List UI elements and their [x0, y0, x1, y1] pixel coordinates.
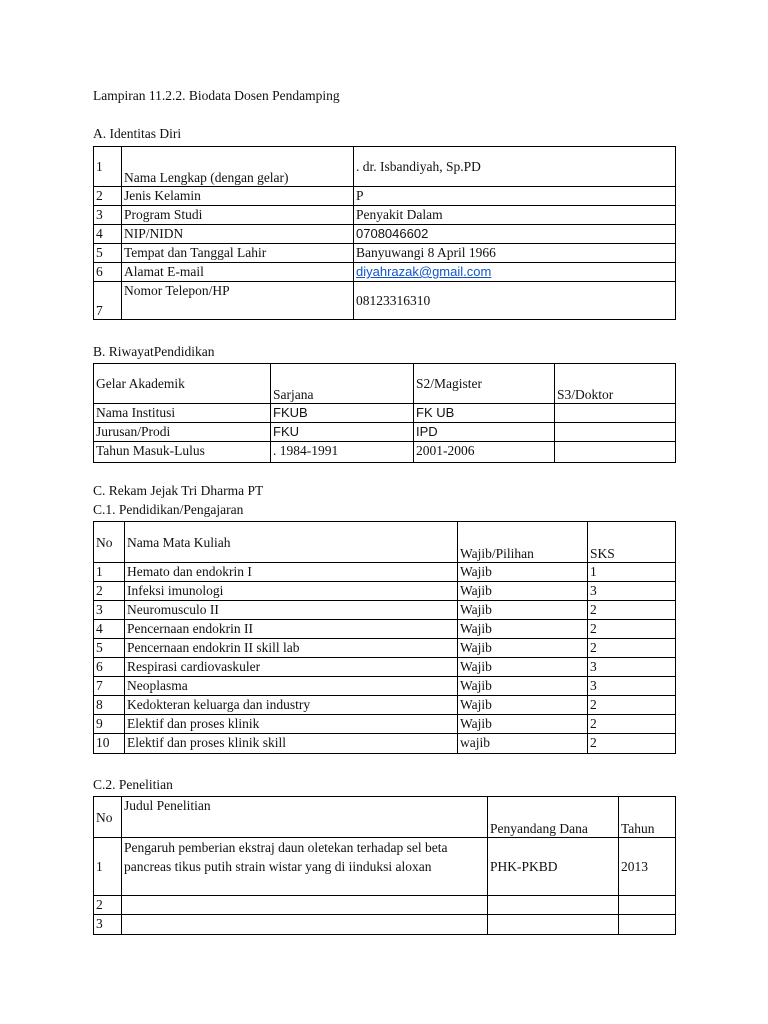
table-cell: FKU [271, 423, 414, 442]
table-cell: Wajib [458, 582, 588, 601]
table-cell: Elektif dan proses klinik skill [125, 734, 458, 754]
table-cell: 2 [588, 639, 676, 658]
table-cell: 3 [588, 677, 676, 696]
table-cell: Hemato dan endokrin I [125, 563, 458, 582]
table-cell: 5 [94, 639, 125, 658]
table-cell: 2 [588, 601, 676, 620]
table-row [94, 734, 676, 754]
table-cell: Pencernaan endokrin II skill lab [125, 639, 458, 658]
column-header: Tahun [619, 797, 676, 838]
table-cell: 1 [94, 563, 125, 582]
table-cell: Respirasi cardiovaskuler [125, 658, 458, 677]
table-row [94, 639, 676, 658]
table-cell [555, 404, 676, 423]
column-header: S2/Magister [414, 364, 555, 404]
table-cell [488, 896, 619, 915]
table-row [94, 244, 676, 263]
table-cell: 9 [94, 715, 125, 734]
table-cell: Wajib [458, 658, 588, 677]
table-row [94, 187, 676, 206]
table-cell: 2 [588, 715, 676, 734]
field-value: . dr. Isbandiyah, Sp.PD [354, 147, 676, 187]
table-cell: 1 [588, 563, 676, 582]
table-cell: 2 [94, 582, 125, 601]
column-header: SKS [588, 522, 676, 563]
table-cell: Wajib [458, 715, 588, 734]
row-number: 2 [94, 187, 122, 206]
table-row [94, 147, 676, 187]
column-header: Penyandang Dana [488, 797, 619, 838]
table-row [94, 896, 676, 915]
table-row [94, 282, 676, 320]
table-cell: Pencernaan endokrin II [125, 620, 458, 639]
field-value: 0708046602 [354, 225, 676, 244]
column-header: Judul Penelitian [122, 797, 488, 838]
table-cell: 2 [588, 734, 676, 754]
table-cell: 3 [94, 915, 122, 935]
identitas-table [93, 146, 676, 320]
field-value: Penyakit Dalam [354, 206, 676, 225]
table-cell: 2 [588, 620, 676, 639]
table-cell [619, 915, 676, 935]
table-cell [555, 442, 676, 463]
column-header: Sarjana [271, 364, 414, 404]
table-cell: Tahun Masuk-Lulus [94, 442, 271, 463]
table-cell: 3 [588, 658, 676, 677]
table-header-row [94, 364, 676, 404]
table-row [94, 658, 676, 677]
field-label: Jenis Kelamin [122, 187, 354, 206]
column-header: Wajib/Pilihan [458, 522, 588, 563]
email-cell [354, 263, 676, 282]
table-cell [122, 915, 488, 935]
table-row [94, 715, 676, 734]
email-link[interactable]: diyahrazak@gmail.com [356, 264, 492, 279]
penelitian-table [93, 796, 676, 935]
table-row [94, 838, 676, 896]
document-title: Lampiran 11.2.2. Biodata Dosen Pendamping [93, 88, 340, 103]
table-row [94, 620, 676, 639]
column-header: No [94, 797, 122, 838]
research-title: Pengaruh pemberian ekstraj daun oletekan terhadap sel beta pancreas tikus putih strain wistar yang di iinduksi aloxan [122, 838, 488, 896]
pengajaran-table [93, 521, 676, 754]
table-cell: 10 [94, 734, 125, 754]
table-cell: Neuromusculo II [125, 601, 458, 620]
table-row [94, 442, 676, 463]
table-cell [122, 896, 488, 915]
row-number: 4 [94, 225, 122, 244]
table-row [94, 696, 676, 715]
table-cell: 2 [588, 696, 676, 715]
table-cell: Neoplasma [125, 677, 458, 696]
table-cell: Wajib [458, 639, 588, 658]
table-cell: wajib [458, 734, 588, 754]
row-number: 6 [94, 263, 122, 282]
table-row [94, 563, 676, 582]
table-row [94, 915, 676, 935]
table-cell: Elektif dan proses klinik [125, 715, 458, 734]
table-cell: 8 [94, 696, 125, 715]
field-value: P [354, 187, 676, 206]
table-cell: 7 [94, 677, 125, 696]
field-value: Banyuwangi 8 April 1966 [354, 244, 676, 263]
table-header-row [94, 522, 676, 563]
table-cell: . 1984-1991 [271, 442, 414, 463]
table-row [94, 404, 676, 423]
section-c1-heading: C.1. Pendidikan/Pengajaran [93, 502, 244, 517]
table-cell: Wajib [458, 601, 588, 620]
table-row [94, 225, 676, 244]
pendidikan-table [93, 363, 676, 463]
table-cell: 2001-2006 [414, 442, 555, 463]
table-cell: Nama Institusi [94, 404, 271, 423]
table-cell: PHK-PKBD [488, 838, 619, 896]
table-row [94, 582, 676, 601]
table-cell: 4 [94, 620, 125, 639]
field-label: Program Studi [122, 206, 354, 225]
section-a-heading: A. Identitas Diri [93, 126, 182, 141]
table-cell: Wajib [458, 677, 588, 696]
column-header: Gelar Akademik [94, 364, 271, 404]
table-row [94, 423, 676, 442]
table-row [94, 206, 676, 225]
row-number: 3 [94, 206, 122, 225]
table-cell [488, 915, 619, 935]
table-row [94, 601, 676, 620]
table-cell: Wajib [458, 563, 588, 582]
table-cell: 2 [94, 896, 122, 915]
column-header: S3/Doktor [555, 364, 676, 404]
table-cell: Wajib [458, 696, 588, 715]
table-cell [555, 423, 676, 442]
table-cell: 3 [94, 601, 125, 620]
table-cell: Kedokteran keluarga dan industry [125, 696, 458, 715]
table-row [94, 263, 676, 282]
table-header-row [94, 797, 676, 838]
section-c2-heading: C.2. Penelitian [93, 777, 173, 792]
table-row [94, 677, 676, 696]
field-label: Nama Lengkap (dengan gelar) [122, 147, 354, 187]
table-cell: FKUB [271, 404, 414, 423]
table-cell: 6 [94, 658, 125, 677]
row-number: 7 [94, 282, 122, 320]
field-label: NIP/NIDN [122, 225, 354, 244]
field-label: Tempat dan Tanggal Lahir [122, 244, 354, 263]
field-label: Nomor Telepon/HP [122, 282, 354, 320]
field-label: Alamat E-mail [122, 263, 354, 282]
row-number: 5 [94, 244, 122, 263]
table-cell: IPD [414, 423, 555, 442]
section-b-heading: B. RiwayatPendidikan [93, 344, 215, 359]
table-cell: 3 [588, 582, 676, 601]
column-header: No [94, 522, 125, 563]
table-cell [619, 896, 676, 915]
column-header: Nama Mata Kuliah [125, 522, 458, 563]
row-number: 1 [94, 147, 122, 187]
table-cell: 2013 [619, 838, 676, 896]
table-cell: FK UB [414, 404, 555, 423]
table-cell: Infeksi imunologi [125, 582, 458, 601]
table-cell: 1 [94, 838, 122, 896]
field-value: 08123316310 [354, 282, 676, 320]
table-cell: Jurusan/Prodi [94, 423, 271, 442]
table-cell: Wajib [458, 620, 588, 639]
section-c-heading: C. Rekam Jejak Tri Dharma PT [93, 483, 264, 498]
